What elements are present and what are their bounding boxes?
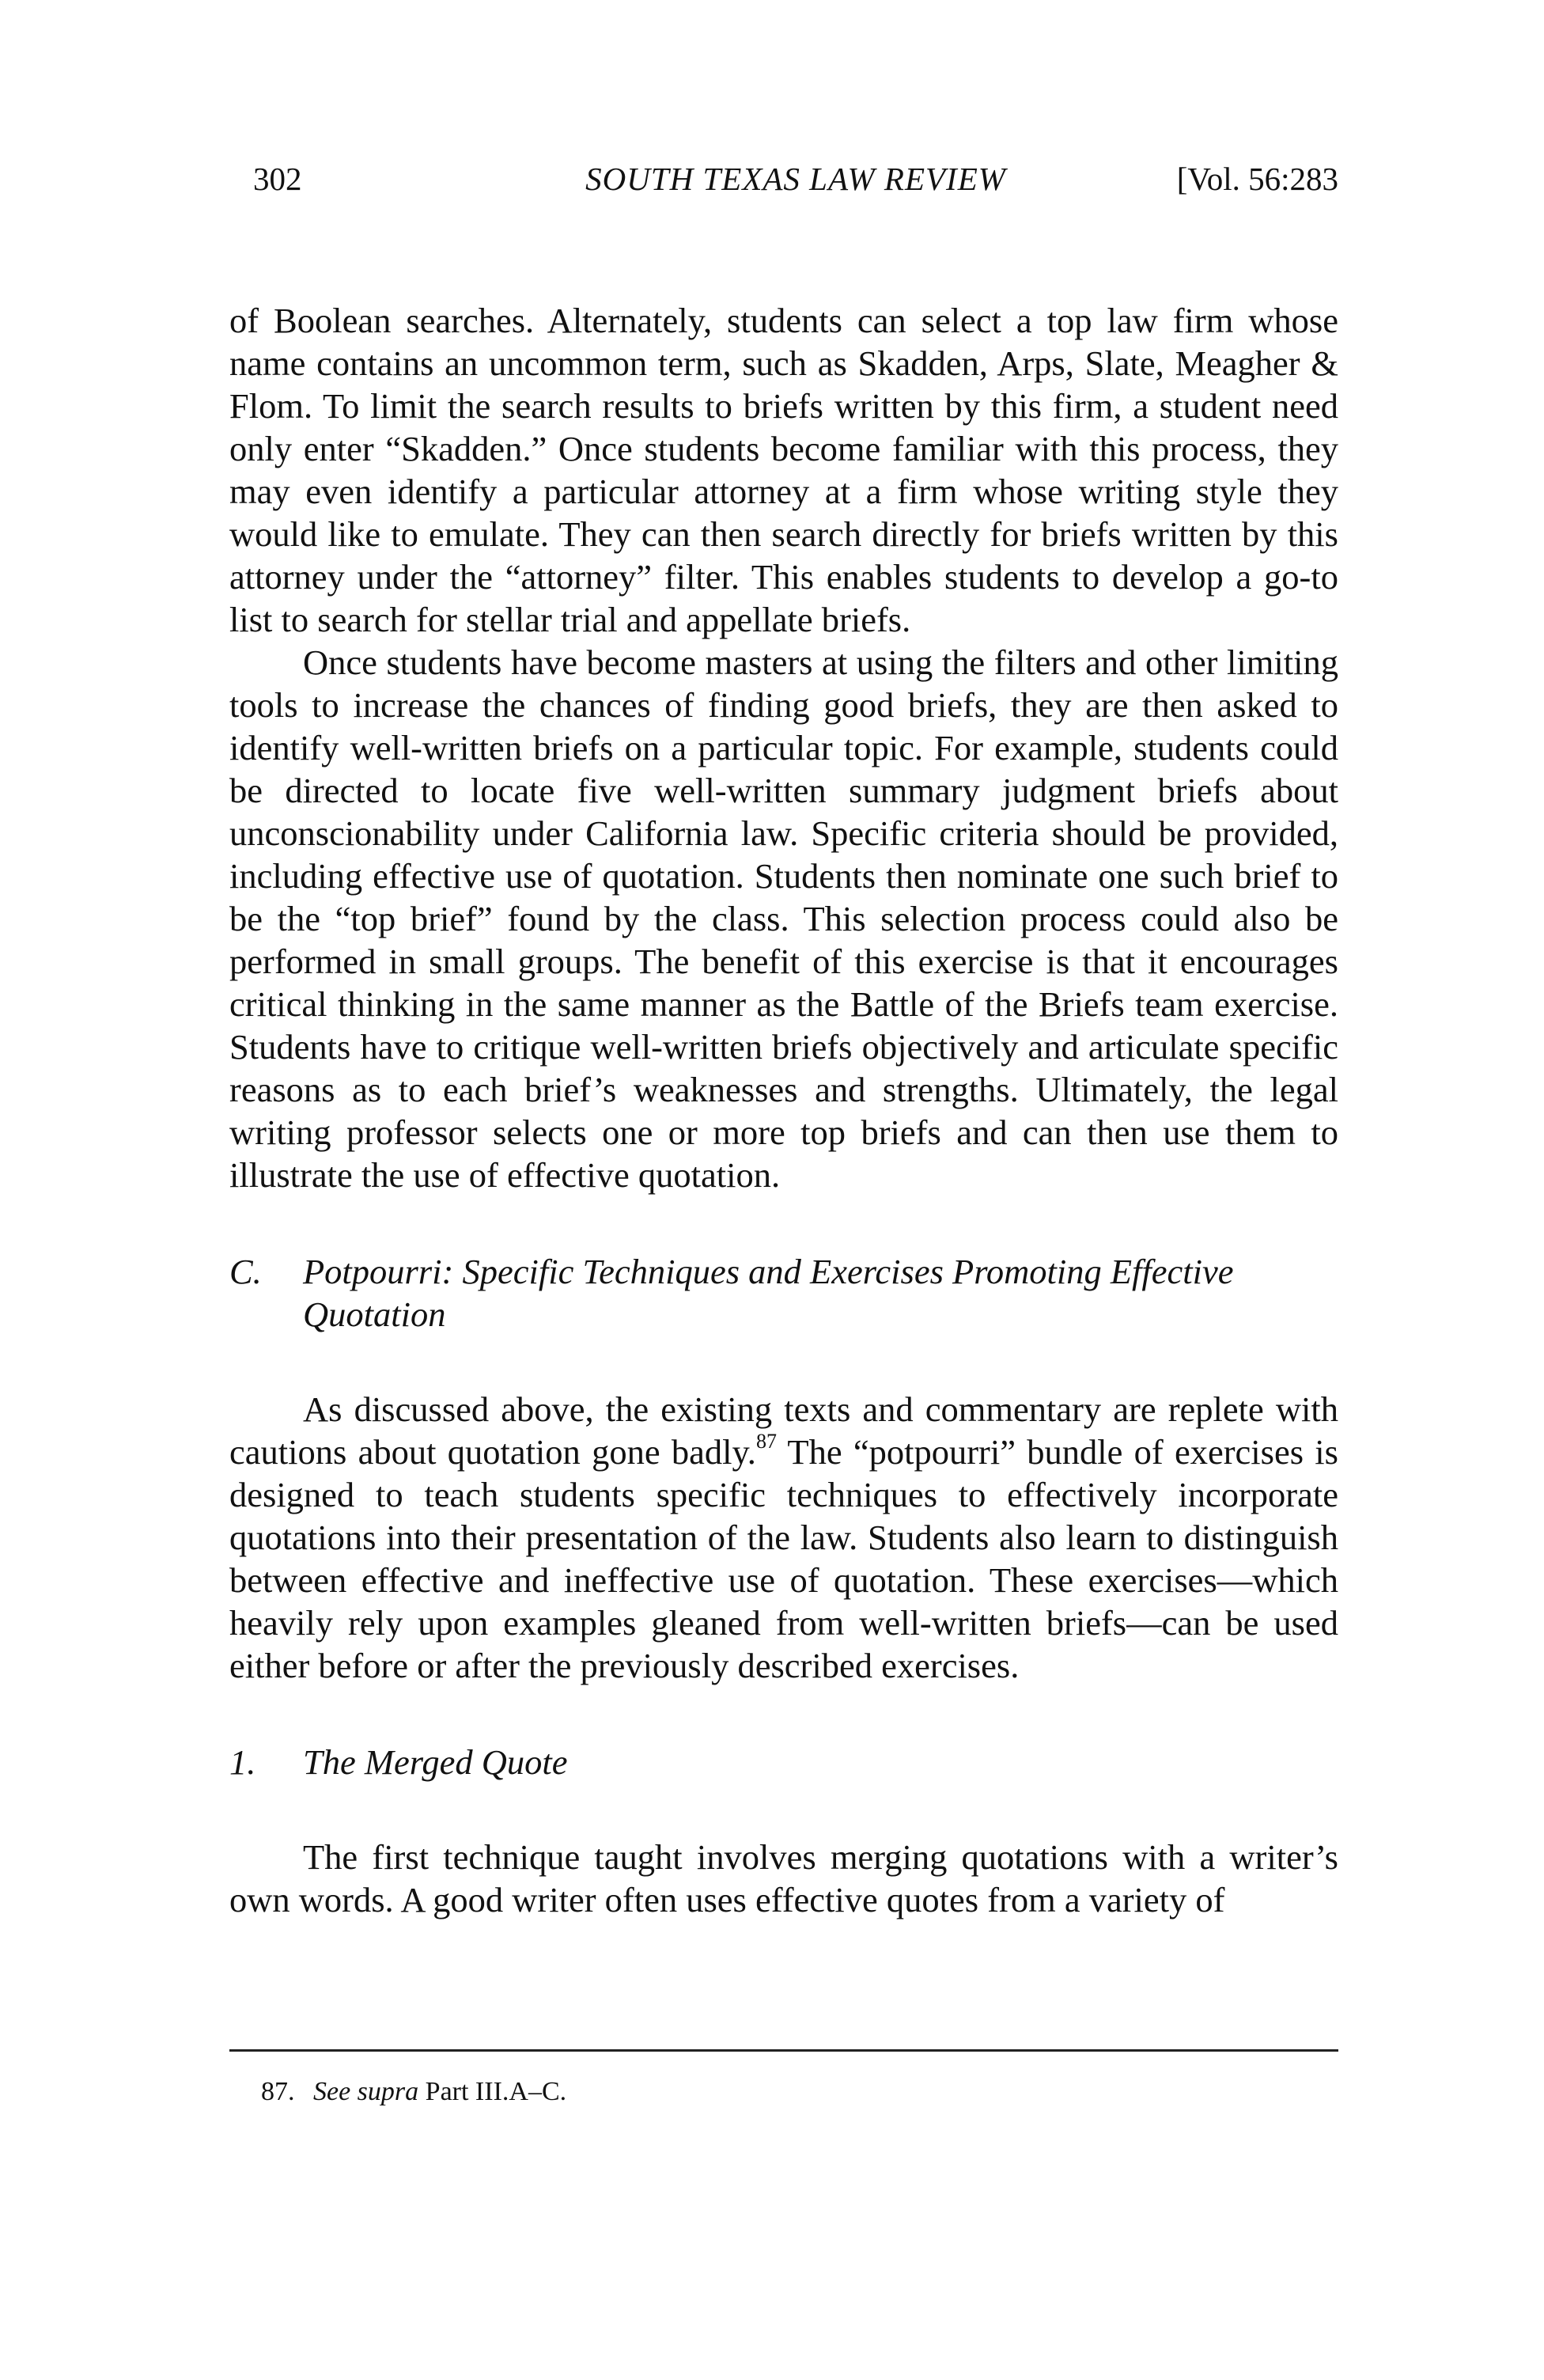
- footnote-text: Part III.A–C.: [418, 2077, 567, 2106]
- footnote-reference[interactable]: 87: [755, 1430, 777, 1453]
- subsection-title: The Merged Quote: [303, 1742, 568, 1782]
- footnote-87: [261, 2075, 566, 2109]
- paragraph-text-before-note: As discussed above, the existing texts and commentary are replete with cautions about quotation gone badly.: [229, 1389, 1338, 1472]
- volume-citation: [Vol. 56:283: [1176, 161, 1338, 197]
- footnote-signal: See supra: [313, 2077, 419, 2106]
- section-label: C.: [229, 1252, 262, 1291]
- subsection-label: 1.: [229, 1742, 256, 1782]
- subsection-heading-1: [229, 1741, 1338, 1783]
- page-number: 302: [253, 161, 302, 197]
- paragraph-text-after-note: The “potpourri” bundle of exercises is designed to teach students specific techniques to effectively incorporate quotations into their presentation of the law. Students also learn to distinguish between effective and ineffective use of quotation. These exercises—which heavily rely upon examples gleaned from well-written briefs—can be used either before or after the previously described exercises.: [229, 1432, 1338, 1685]
- paragraph-continued: of Boolean searches. Alternately, students can select a top law firm whose name contains an uncommon term, such as Skadden, Arps, Slate, Meagher & Flom. To limit the search results to briefs written by this firm, a student need only enter “Skadden.” Once students become familiar with this process, they may even identify a particular attorney at a firm whose writing style they would like to emulate. They can then search directly for briefs written by this attorney under the “attorney” filter. This enables students to develop a go-to list to search for stellar trial and appellate briefs.: [229, 301, 1338, 639]
- paragraph-potpourri: [229, 1388, 1338, 1687]
- paragraph-top-brief: Once students have become masters at using the filters and other limiting tools to increase the chances of finding good briefs, they are then asked to identify well-written briefs on a particular topic. For example, students could be directed to locate five well-written summary judgment briefs about unconscionability under California law. Specific criteria should be provided, including effective use of quotation. Students then nominate one such brief to be the “top brief” found by the class. This selection process could also be performed in small groups. The benefit of this exercise is that it encourages critical thinking in the same manner as the Battle of the Briefs team exercise. Students have to critique well-written briefs objectively and articulate specific reasons as to each brief’s weaknesses and strengths. Ultimately, the legal writing professor selects one or more top briefs and can then use them to illustrate the use of effective quotation.: [229, 642, 1338, 1195]
- paragraph-merged-quote: The first technique taught involves merging quotations with a writer’s own words. A good writer often uses effective quotes from a variety of: [229, 1837, 1338, 1920]
- article-body: [229, 299, 1338, 1921]
- journal-title: SOUTH TEXAS LAW REVIEW: [585, 161, 1006, 197]
- footnote-number: 87.: [261, 2077, 295, 2106]
- footnote-divider: [229, 2049, 1338, 2052]
- running-header: [253, 155, 1338, 203]
- section-title: Potpourri: Specific Techniques and Exercises Promoting Effective Quotation: [303, 1252, 1234, 1334]
- section-heading-c: [229, 1250, 1338, 1336]
